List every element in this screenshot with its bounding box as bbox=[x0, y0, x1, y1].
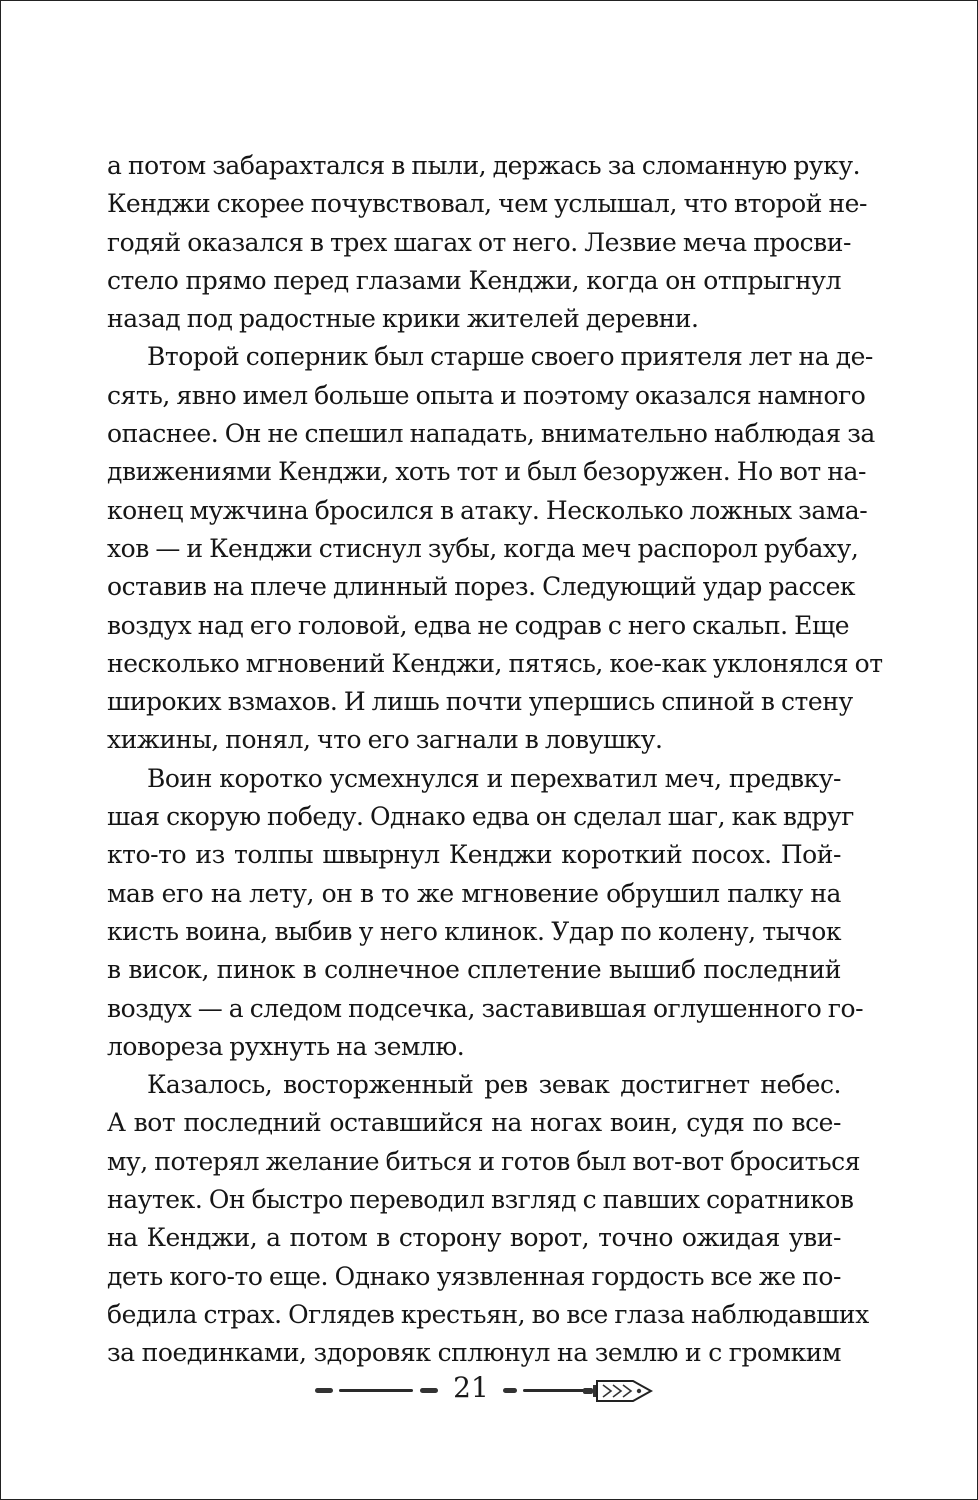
text-line: бедила страх. Оглядев крестьян, во все глаза наблюдавших bbox=[107, 1299, 869, 1329]
text-line: Казалось, восторженный рев зевак достигнет небес. bbox=[147, 1070, 841, 1100]
text-line: Второй соперник был старше своего приятеля лет на де- bbox=[147, 342, 873, 372]
text-line: в висок, пинок в солнечное сплетение вышиб последний bbox=[107, 955, 841, 985]
text-line: Кенджи скорее почувствовал, чем услышал, что второй не- bbox=[107, 189, 868, 219]
text-line: конец мужчина бросился в атаку. Несколько ложных зама- bbox=[107, 495, 868, 525]
text-line: Воин коротко усмехнулся и перехватил меч, предвку- bbox=[147, 763, 841, 793]
footer-rule-left bbox=[339, 1389, 413, 1392]
body-text bbox=[107, 147, 883, 1373]
text-line: хов — и Кенджи стиснул зубы, когда меч распорол рубаху, bbox=[107, 533, 859, 563]
text-line: годяй оказался в трех шагах от него. Лезвие меча просви- bbox=[107, 227, 851, 257]
text-line: кисть воина, выбив у него клинок. Удар по колену, тычок bbox=[107, 916, 841, 946]
text-line: воздух над его головой, едва не содрав с него скальп. Еще bbox=[107, 610, 850, 640]
text-line: наутек. Он быстро переводил взгляд с павших соратников bbox=[107, 1185, 854, 1215]
text-line: стело прямо перед глазами Кенджи, когда он отпрыгнул bbox=[107, 265, 841, 295]
footer-dash-decoration bbox=[315, 1388, 333, 1393]
text-line: на Кенджи, а потом в сторону ворот, точно ожидая уви- bbox=[107, 1223, 841, 1253]
text-line: му, потерял желание биться и готов был вот-вот броситься bbox=[107, 1146, 861, 1176]
text-line: назад под радостные крики жителей деревни. bbox=[107, 304, 699, 334]
footer-rule-right bbox=[523, 1389, 585, 1392]
text-line: опаснее. Он не спешил нападать, внимательно наблюдая за bbox=[107, 419, 875, 449]
text-line: движениями Кенджи, хоть тот и был безоружен. Но вот на- bbox=[107, 457, 866, 487]
text-line: ловореза рухнуть на землю. bbox=[107, 1031, 465, 1061]
footer-dash-decoration bbox=[420, 1388, 438, 1393]
text-line: оставив на плече длинный порез. Следующий удар рассек bbox=[107, 572, 856, 602]
text-line: за поединками, здоровяк сплюнул на землю и с громким bbox=[107, 1338, 841, 1368]
text-line: хижины, понял, что его загнали в ловушку. bbox=[107, 725, 663, 755]
text-line: мав его на лету, он в то же мгновение обрушил палку на bbox=[107, 878, 841, 908]
text-line: широких взмахов. И лишь почти упершись спиной в стену bbox=[107, 687, 853, 717]
text-line: деть кого-то еще. Однако уязвленная гордость все же по- bbox=[107, 1261, 841, 1291]
text-line: А вот последний оставшийся на ногах воин, судя по все- bbox=[107, 1108, 841, 1138]
text-line: кто-то из толпы швырнул Кенджи короткий посох. Пой- bbox=[107, 840, 841, 870]
footer-dash-decoration bbox=[503, 1388, 517, 1393]
page-footer bbox=[1, 1369, 978, 1413]
text-line: воздух — а следом подсечка, заставившая оглушенного го- bbox=[107, 993, 864, 1023]
page-number: 21 bbox=[453, 1371, 489, 1404]
text-line: шая скорую победу. Однако едва он сделал шаг, как вдруг bbox=[107, 802, 854, 832]
text-line: несколько мгновений Кенджи, пятясь, кое-как уклонялся от bbox=[107, 648, 883, 678]
text-line: а потом забарахтался в пыли, держась за сломанную руку. bbox=[107, 151, 861, 180]
text-line: сять, явно имел больше опыта и поэтому оказался намного bbox=[107, 380, 866, 410]
spear-tip-ornament-icon bbox=[583, 1375, 653, 1407]
